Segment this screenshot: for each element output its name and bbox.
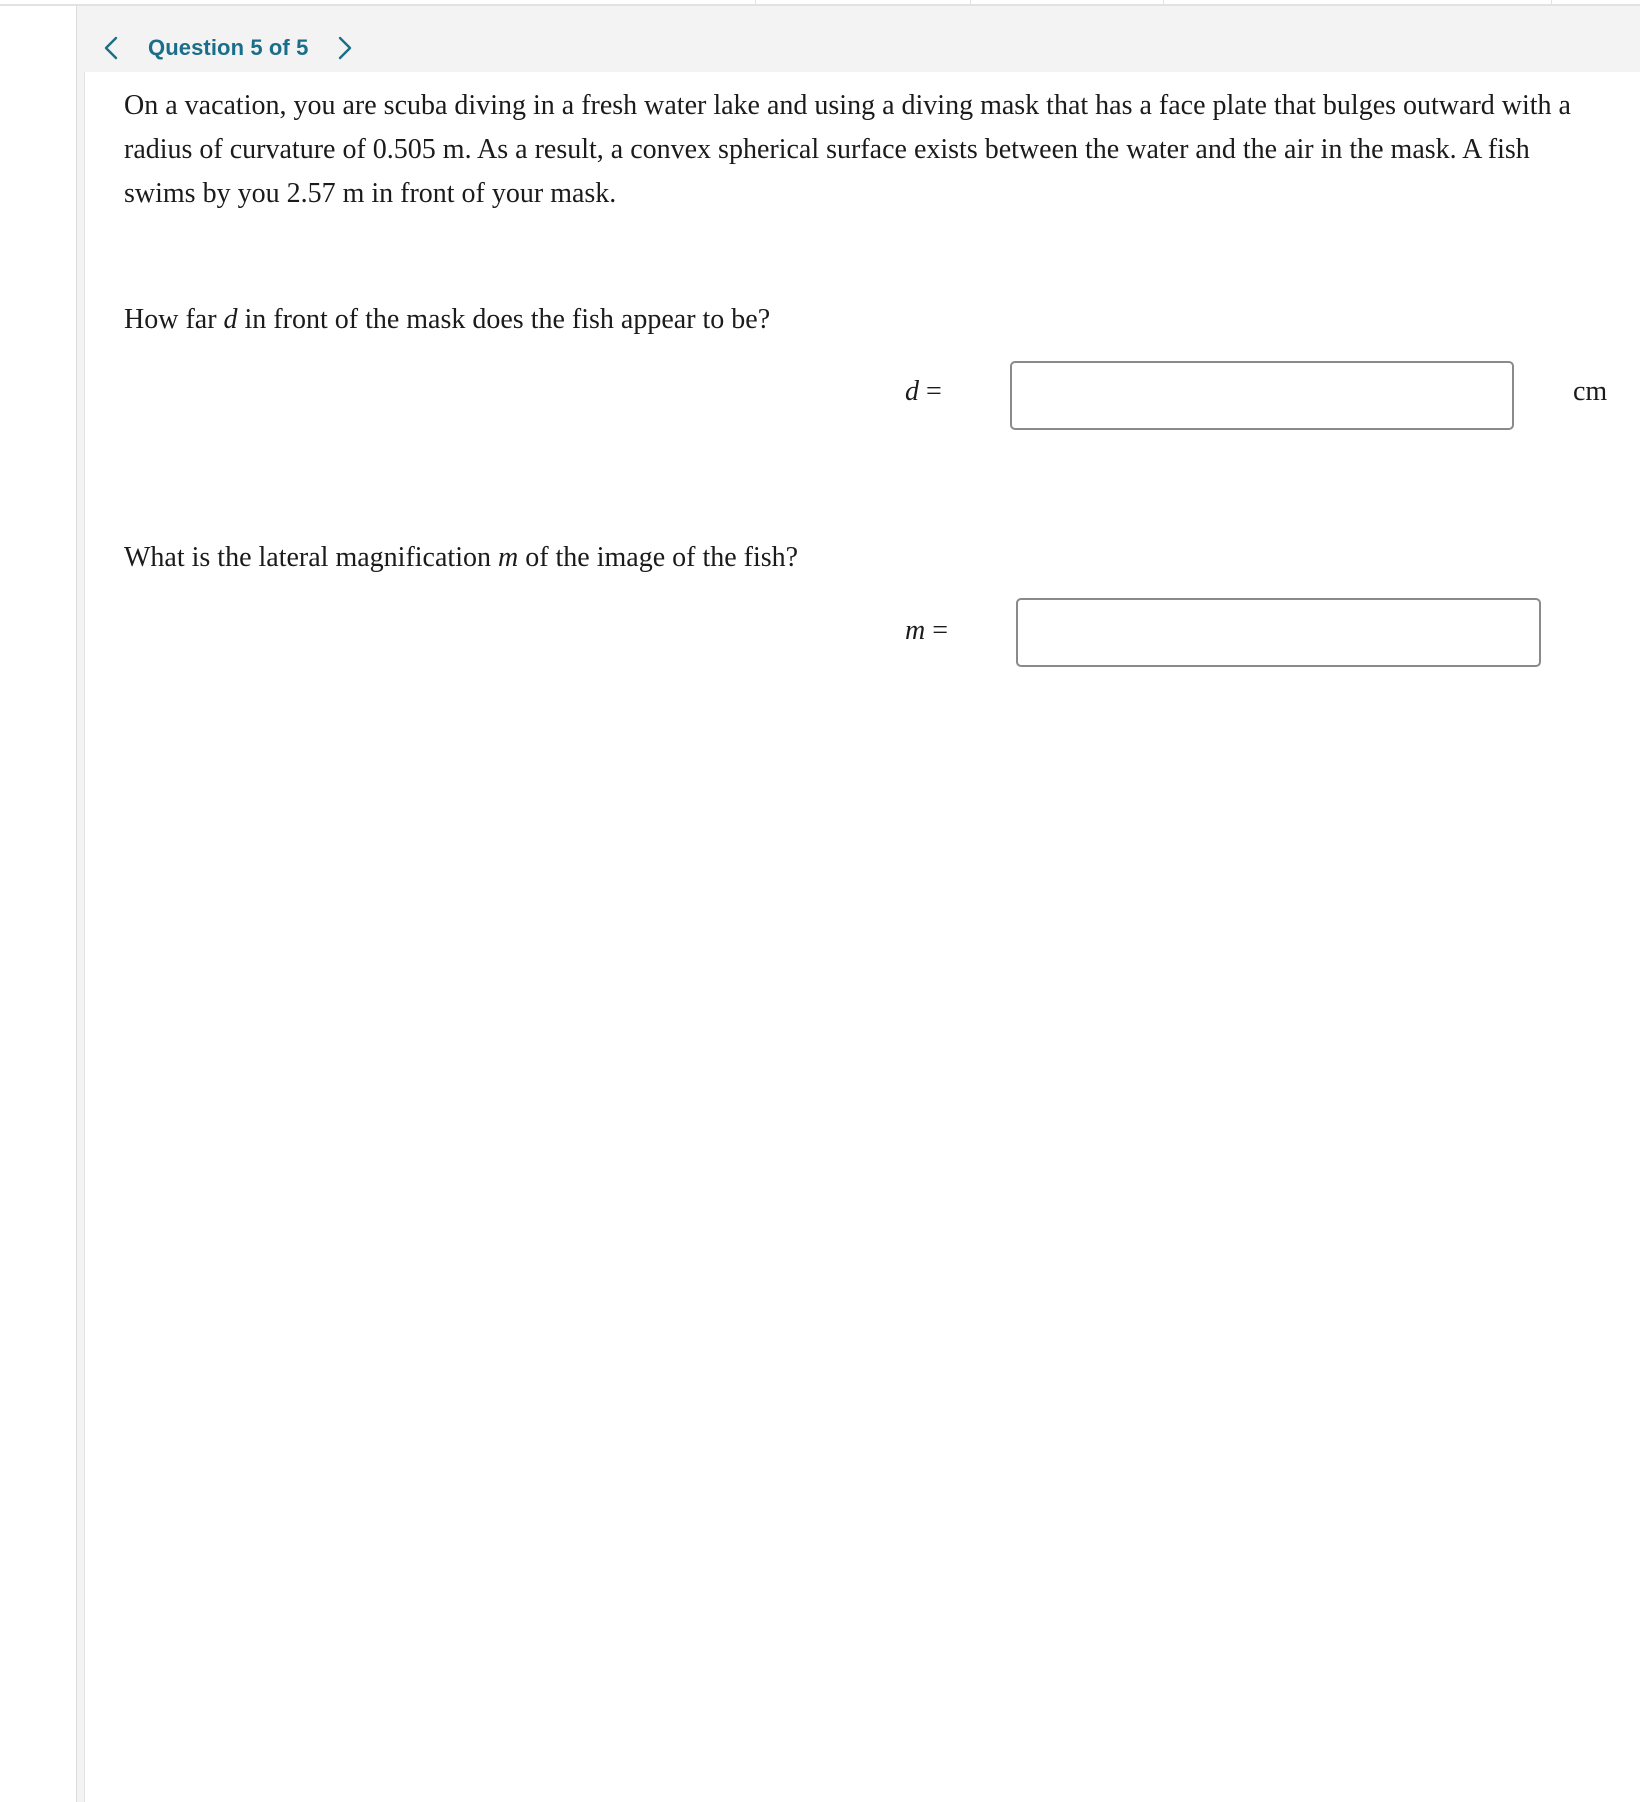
chevron-right-icon [338, 36, 352, 60]
variable-m: m [497, 542, 519, 573]
question-navigation [96, 28, 360, 68]
answer-label-d [905, 374, 942, 410]
previous-question-button[interactable] [96, 30, 126, 66]
question-text: in front of the mask does the fish appear to be? [237, 304, 771, 335]
distance-answer-input[interactable] [1010, 361, 1514, 430]
question-magnification [124, 540, 798, 576]
next-question-button[interactable] [330, 30, 360, 66]
answer-label-m [905, 613, 948, 649]
question-counter: Question 5 of 5 [148, 35, 309, 60]
unit-label: cm [1573, 376, 1608, 407]
question-distance [124, 302, 770, 338]
answer-variable: m [905, 615, 926, 646]
top-divider-tick [755, 0, 756, 5]
question-text: How far [124, 304, 224, 335]
magnification-answer-input[interactable] [1016, 598, 1541, 667]
equals-sign: = [919, 376, 942, 407]
question-text: of the image of the fish? [518, 542, 799, 573]
problem-statement: On a vacation, you are scuba diving in a fresh water lake and using a diving mask that has a face plate that bulges outward with a radius of curvature of 0.505 m. As a result, a convex spherical surface exists between the water and the air in the mask. A fish swims by you 2.57 m in front of your mask. [124, 90, 1571, 209]
answer-variable: d [905, 376, 919, 407]
equals-sign: = [925, 615, 949, 646]
question-text: What is the lateral magnification [124, 542, 498, 573]
chevron-left-icon [104, 36, 118, 60]
top-divider-tick [970, 0, 971, 5]
variable-d: d [223, 304, 238, 335]
top-divider-tick [1551, 0, 1552, 5]
top-divider-tick [1163, 0, 1164, 5]
